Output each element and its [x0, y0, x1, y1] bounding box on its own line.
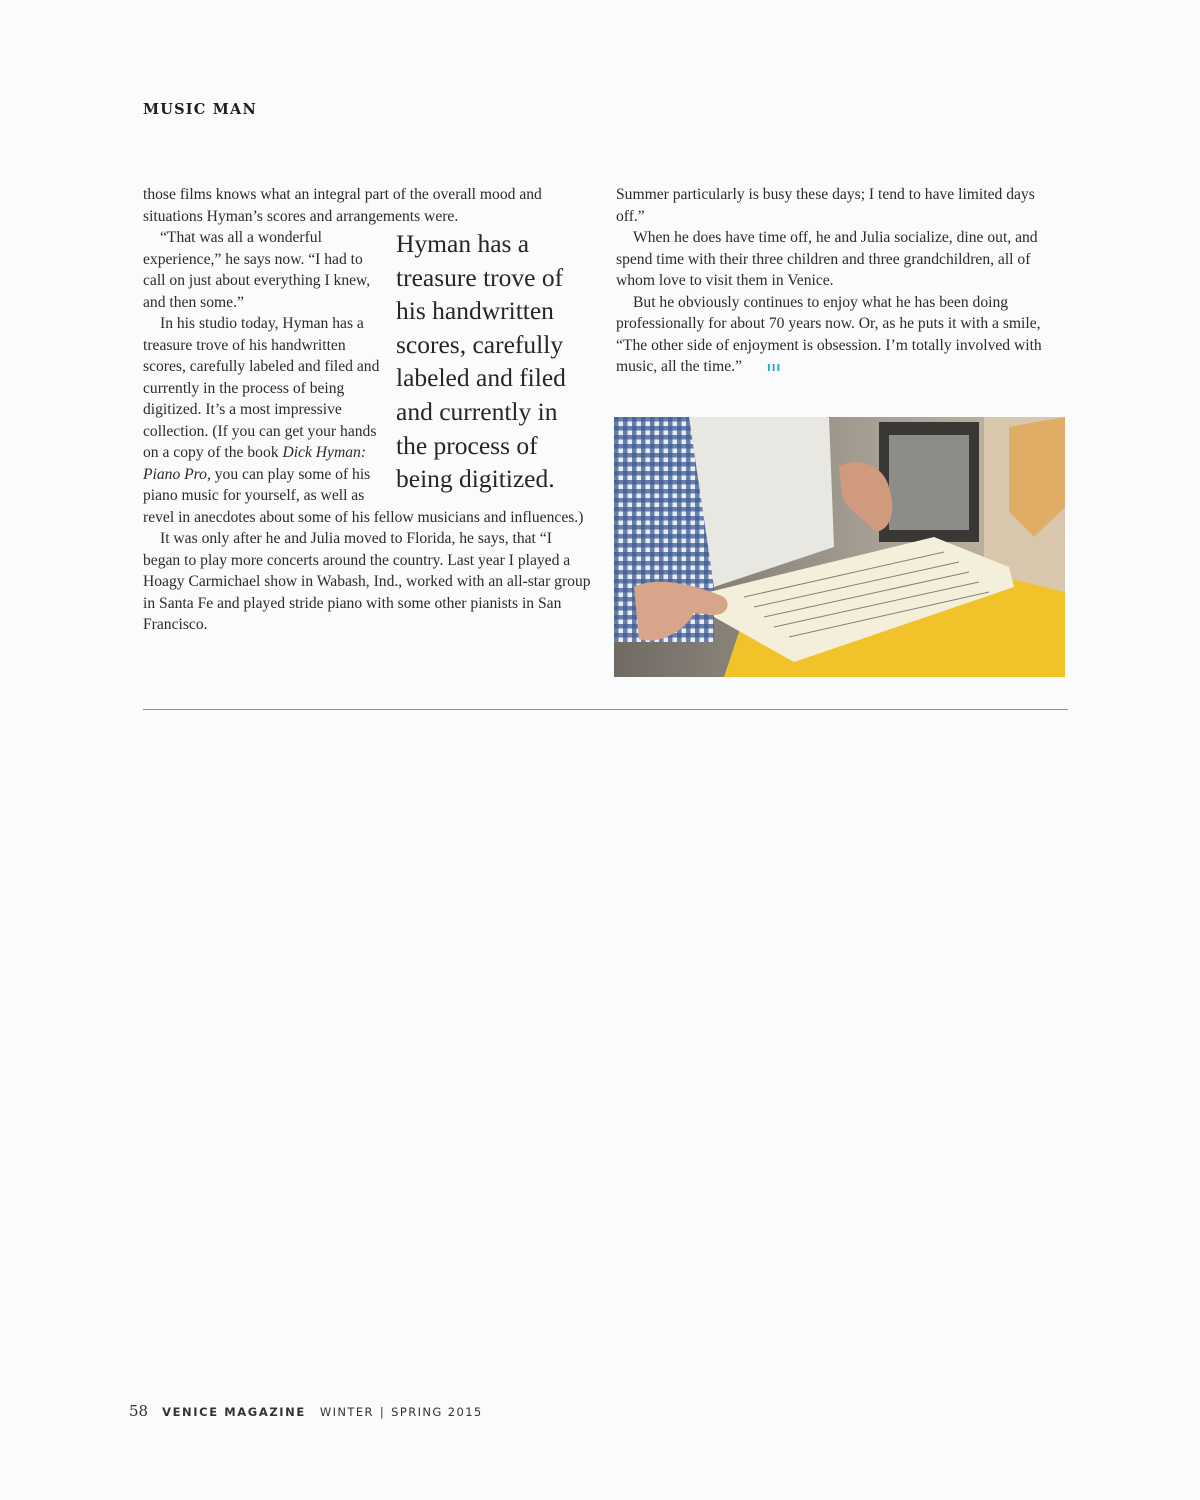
article-paragraph: “That was all a wonderful experience,” he says now. “I had to call on just about everything I knew, and then some.” [143, 229, 371, 311]
book-title: Dick Hyman: Piano Pro, [143, 444, 367, 483]
article-paragraph: Summer particularly is busy these days; I tend to have limited days off.” [616, 186, 1035, 225]
page-footer [129, 1402, 483, 1420]
photo-hands-holding-sheet-music [614, 417, 1065, 677]
article-paragraph: It was only after he and Julia moved to Florida, he says, that “I began to play more concerts around the country. Last year I played a Hoagy Carmichael show in Wabash, Ind., worked with an all-star group in Santa Fe and played stride piano with some other pianists in San Francisco. [143, 530, 591, 633]
wall-frame-inner [889, 435, 969, 530]
issue-season-winter: WINTER [319, 1405, 374, 1419]
page-number: 58 [129, 1402, 149, 1420]
article-paragraph: those films knows what an integral part of the overall mood and situations Hyman’s scores and arrangements were. [143, 186, 542, 225]
magazine-name: VENICE MAGAZINE [162, 1405, 306, 1419]
article-right-column [616, 184, 1056, 380]
end-of-article-mark: III [767, 363, 782, 374]
paragraph-text: you can play some of his piano music for yourself, as well as revel in anecdotes about some of his fellow musicians and influences.) [143, 465, 584, 526]
section-label: MUSIC MAN [143, 101, 257, 118]
paragraph-text: In his studio today, Hyman has a treasure trove of his handwritten scores, carefully labeled and filed and currently in the process of being digitized. It’s a most impressive collection. (If you can get your hands on a copy of the book [143, 315, 380, 461]
issue-season-spring: SPRING 2015 [391, 1405, 483, 1419]
paragraph-text: But he obviously continues to enjoy what he has been doing professionally for about 70 years now. Or, as he puts it with a smile, “The other side of enjoyment is obsession. I’m totally involved with music, all the time.” [616, 293, 1042, 375]
article-left-column [143, 184, 591, 636]
pull-quote: Hyman has a treasure trove of his handwritten scores, carefully labeled and filed and currently in the process of being digitized. [396, 229, 566, 494]
issue-label [320, 1405, 483, 1419]
section-divider [143, 709, 1068, 710]
article-paragraph: When he does have time off, he and Julia socialize, dine out, and spend time with their three children and three grandchildren, all of whom love to visit them in Venice. [616, 229, 1038, 289]
issue-separator: | [379, 1405, 386, 1419]
article-paragraph [616, 292, 1056, 380]
